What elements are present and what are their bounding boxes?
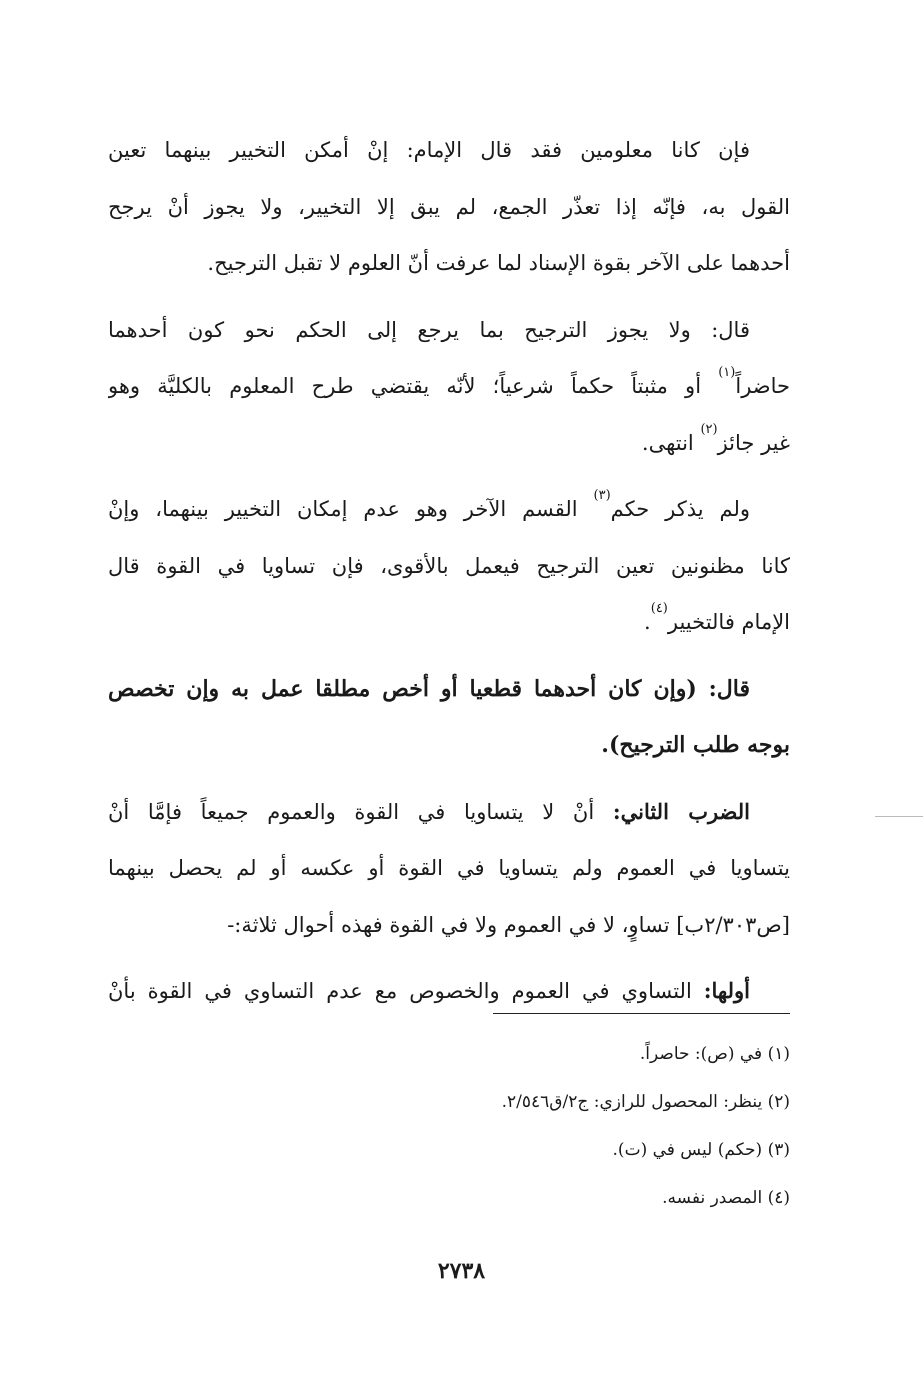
text-line: غير جائز$^{(٢)}$ انتهى. <box>641 421 790 455</box>
main-text <box>108 122 790 1020</box>
text-line: يتساويا في العموم ولم يتساويا في القوة أو عكسه أو لم يحصل بينهما <box>108 856 790 880</box>
footnote-separator <box>493 1013 790 1014</box>
footnote: (٣) (حكم) ليس في (ت). <box>612 1140 790 1160</box>
paragraph <box>108 122 790 292</box>
paragraph-quote <box>108 661 790 774</box>
margin-mark <box>875 816 923 817</box>
text-line: القول به، فإنّه إذا تعذّر الجمع، لم يبق إلا التخيير، ولا يجوز أنْ يرجح <box>108 194 790 219</box>
paragraph <box>108 481 790 651</box>
text-line: فإن كانا معلومين فقد قال الإمام: إنْ أمكن التخيير بينهما تعين <box>108 138 750 162</box>
text-line: الإمام فالتخيير$^{(٤)}$. <box>644 601 790 634</box>
paragraph <box>108 302 790 472</box>
text-line: بوجه طلب الترجيح). <box>601 732 790 758</box>
paragraph <box>108 784 790 954</box>
footnote-marker: (٤) <box>650 601 668 616</box>
page-number: ٢٧٣٨ <box>437 1258 486 1284</box>
text-line: ولم يذكر حكم$^{(٣)}$ القسم الآخر وهو عدم إمكان التخيير بينهما، وإنْ <box>108 488 750 521</box>
footnote: (١) في (ص): حاصراً. <box>639 1044 790 1064</box>
footnote-marker: (٢) <box>700 421 718 437</box>
footnote: (٤) المصدر نفسه. <box>662 1188 790 1208</box>
footnote: (٢) ينظر: المحصول للرازي: ج٢/ق٢/٥٤٦. <box>501 1092 790 1112</box>
section-heading: أولها: <box>703 978 750 1003</box>
text-line: حاضراً$^{(١)}$ أو مثبتاً حكماً شرعياً؛ لأنّه يقتضي طرح المعلوم بالكليَّة وهو <box>108 365 790 398</box>
footnote-marker: (٣) <box>593 488 611 503</box>
text-line: أحدهما على الآخر بقوة الإسناد لما عرفت أنّ العلوم لا تقبل الترجيح. <box>207 251 790 275</box>
text-line: قال: ولا يجوز الترجيح بما يرجع إلى الحكم نحو كون أحدهما <box>108 317 750 342</box>
footnote-marker: (١) <box>718 365 736 380</box>
text-line: أولها: التساوي في العموم والخصوص مع عدم التساوي في القوة بأنْ <box>108 978 750 1003</box>
text-line: كانا مظنونين تعين الترجيح فيعمل بالأقوى، فإن تساويا في القوة قال <box>108 553 790 578</box>
text-line: [ص٢/٣٠٣ب] تساوٍ، لا في العموم ولا في القوة فهذه أحوال ثلاثة:- <box>227 912 790 937</box>
section-heading: الضرب الثاني: <box>612 798 750 824</box>
text-line: قال: (وإن كان أحدهما قطعيا أو أخص مطلقا عمل به وإن تخصص <box>108 675 751 702</box>
footnotes <box>300 1030 790 1222</box>
paragraph <box>108 963 790 1020</box>
text-line: الضرب الثاني: أنْ لا يتساويا في القوة والعموم جميعاً فإمَّا أنْ <box>108 798 750 824</box>
